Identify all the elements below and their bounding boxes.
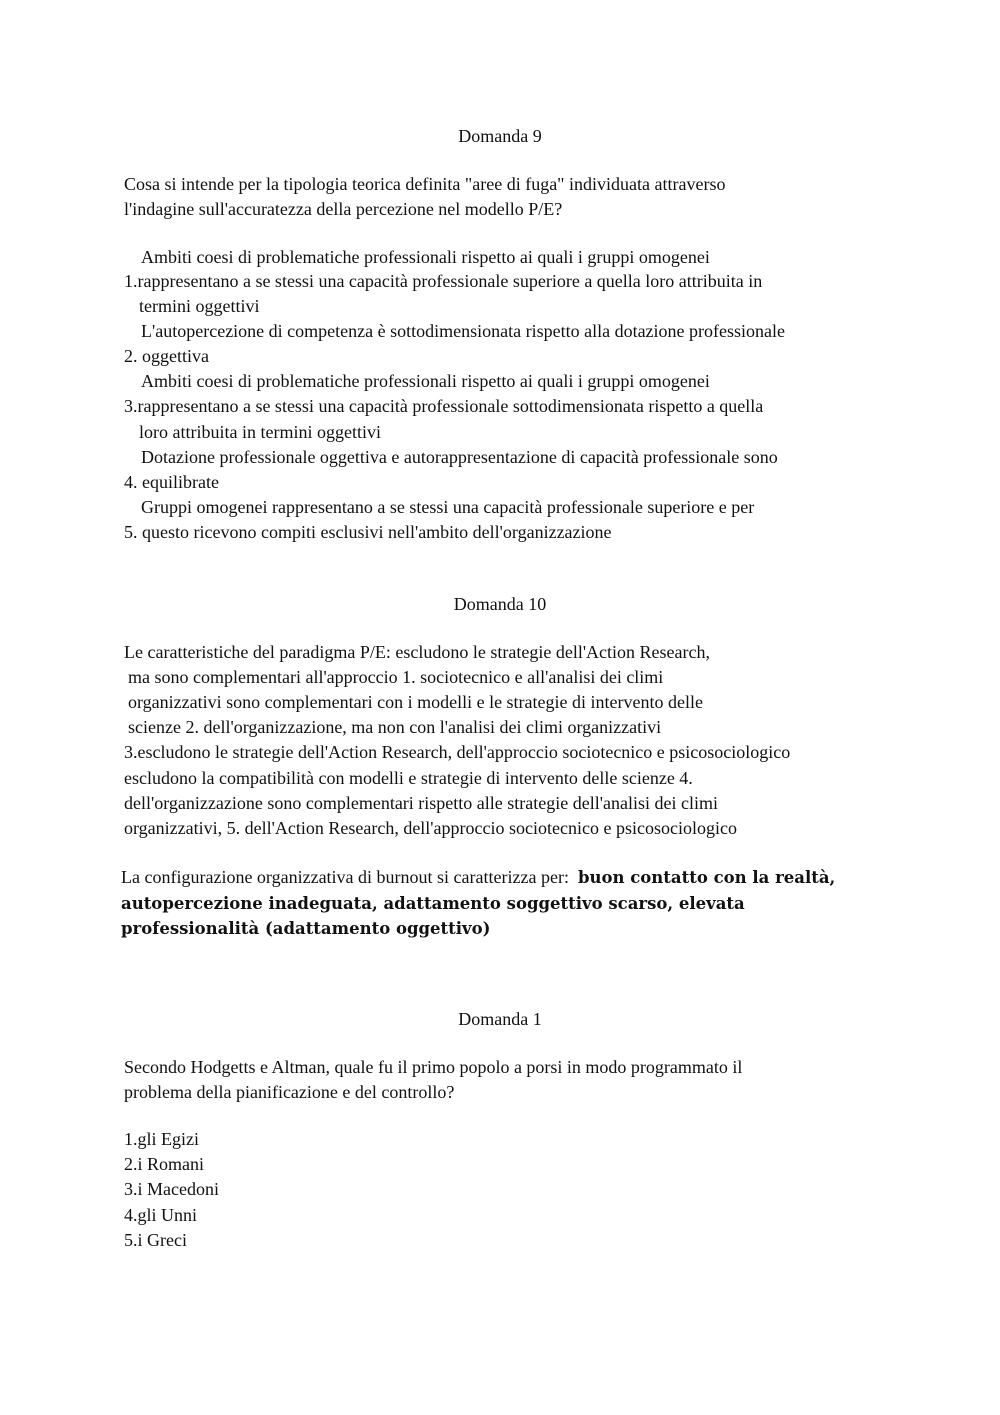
q10-body-line: dell'organizzazione sono complementari rispetto alle strategie dell'analisi dei climi	[124, 793, 718, 813]
burnout-answer: buon contatto con la realtà, autopercezione inadeguata, adattamento soggettivo scarso, elevata professionalità (adattamento oggettivo)	[121, 868, 836, 938]
q9-option-line: 4. equilibrate	[124, 472, 219, 492]
q9-option-line: Dotazione professionale oggettiva e autorappresentazione di capacità professionale sono	[141, 447, 778, 467]
q1-option: 5.i Greci	[124, 1230, 187, 1250]
q9-option-line: 5. questo ricevono compiti esclusivi nell'ambito dell'organizzazione	[124, 522, 612, 542]
q9-option-line: Ambiti coesi di problematiche professionali rispetto ai quali i gruppi omogenei	[141, 247, 710, 267]
q1-option: 3.i Macedoni	[124, 1179, 219, 1199]
q1-option: 2.i Romani	[124, 1154, 204, 1174]
q10-body-line: 3.escludono le strategie dell'Action Research, dell'approccio sociotecnico e psicosociologico	[124, 742, 791, 762]
q9-option-line: Gruppi omogenei rappresentano a se stessi una capacità professionale superiore e per	[141, 497, 755, 517]
q1-question-line-2: problema della pianificazione e del controllo?	[124, 1082, 455, 1102]
q9-option-line: Ambiti coesi di problematiche professionali rispetto ai quali i gruppi omogenei	[141, 371, 710, 391]
q10-body-line: escludono la compatibilità con modelli e strategie di intervento delle scienze 4.	[124, 768, 693, 788]
q9-option-line: 2. oggettiva	[124, 346, 209, 366]
q9-option-line: loro attribuita in termini oggettivi	[139, 422, 381, 442]
q10-body-line: ma sono complementari all'approccio 1. sociotecnico e all'analisi dei climi	[128, 667, 664, 687]
q10-body-line: scienze 2. dell'organizzazione, ma non con l'analisi dei climi organizzativi	[128, 717, 662, 737]
burnout-intro: La configurazione organizzativa di burnout si caratterizza per:	[121, 867, 569, 887]
q9-option-line: L'autopercezione di competenza è sottodimensionata rispetto alla dotazione professionale	[141, 321, 786, 341]
q1-question-line-1: Secondo Hodgetts e Altman, quale fu il primo popolo a porsi in modo programmato il	[124, 1057, 743, 1077]
q9-question-line-2: l'indagine sull'accuratezza della percezione nel modello P/E?	[124, 199, 563, 219]
q10-title: Domanda 10	[453, 594, 547, 614]
q9-option-line: 3.rappresentano a se stessi una capacità professionale sottodimensionata rispetto a quella	[124, 396, 764, 416]
q9-option-line: 1.rappresentano a se stessi una capacità professionale superiore a quella loro attribuita in	[124, 271, 763, 291]
q9-title: Domanda 9	[458, 126, 542, 146]
q9-option-line: termini oggettivi	[139, 296, 260, 316]
q1-title: Domanda 1	[458, 1009, 542, 1029]
q9-question-line-1: Cosa si intende per la tipologia teorica definita "aree di fuga" individuata attraverso	[124, 174, 726, 194]
q1-option: 1.gli Egizi	[124, 1129, 199, 1149]
q10-body-line: organizzativi sono complementari con i modelli e le strategie di intervento delle	[128, 692, 703, 712]
q10-body-line: organizzativi, 5. dell'Action Research, dell'approccio sociotecnico e psicosociologico	[124, 818, 737, 838]
q10-body-line: Le caratteristiche del paradigma P/E: escludono le strategie dell'Action Research,	[124, 642, 711, 662]
q1-option: 4.gli Unni	[124, 1205, 198, 1225]
burnout-statement	[121, 865, 881, 942]
